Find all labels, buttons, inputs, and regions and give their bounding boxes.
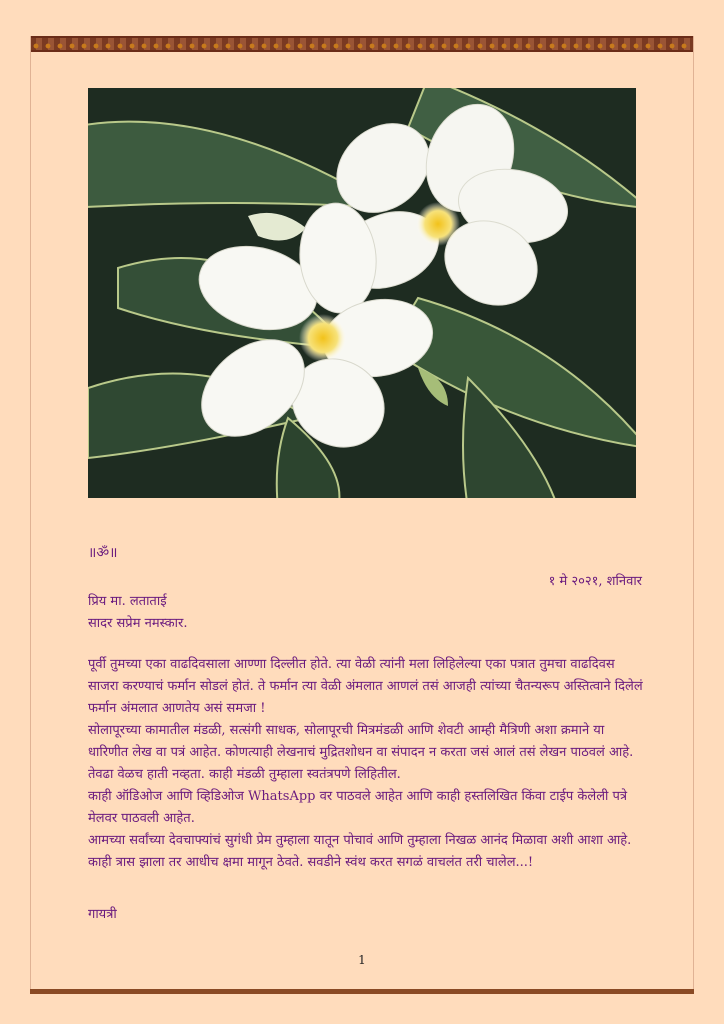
- letter-date: १ मे २०२१, शनिवार: [548, 574, 642, 589]
- decorative-bottom-border: [30, 989, 694, 994]
- plumeria-photo: [88, 88, 636, 498]
- salutation: प्रिय मा. लताताई: [88, 594, 167, 609]
- paragraph-1: पूर्वी तुमच्या एका वाढदिवसाला आण्णा दिल्लीत होते. त्या वेळी त्यांनी मला लिहिलेल्या एका पत्रात तुमचा वाढदिवस साजरा करण्याचं फर्मान सोडलं होतं. ते फर्मान त्या वेळी अंमलात आणलं तसं आजही त्यांच्या चैतन्यरूप अस्तित्वाने दिलेलं फर्मान अंमलात आणतेय असं समजा !: [88, 657, 643, 716]
- paragraph-3: काही ऑडिओज आणि व्हिडिओज WhatsApp वर पाठवले आहेत आणि काही हस्तलिखित किंवा टाईप केलेली पत्रे मेलवर पाठवली आहेत.: [88, 789, 628, 826]
- greeting: सादर सप्रेम नमस्कार.: [88, 616, 188, 631]
- letter-body: [88, 654, 648, 874]
- paragraph-2: सोलापूरच्या कामातील मंडळी, सत्संगी साधक, सोलापूरची मित्रमंडळी आणि शेवटी आम्ही मैत्रिणी अशा क्रमाने या धारिणीत लेख वा पत्रं आहेत. कोणत्याही लेखनाचं मुद्रितशोधन वा संपादन न करता जसं आलं तसं लेखन पाठवलं आहे. तेवढा वेळच हाती नव्हता. काही मंडळी तुम्हाला स्वतंत्रपणे लिहितील.: [88, 723, 634, 782]
- signature: गायत्री: [88, 907, 117, 922]
- invocation-om: ॥ॐ॥: [88, 545, 118, 561]
- page-number: 1: [358, 953, 366, 967]
- paragraph-4: आमच्या सर्वांच्या देवचाफ्यांचं सुगंधी प्रेम तुम्हाला यातून पोचावं आणि तुम्हाला निखळ आनंद मिळावा अशी आशा आहे. काही त्रास झाला तर आधीच क्षमा मागून ठेवते. सवडीने स्वंथ करत सगळं वाचलंत तरी चालेल...!: [88, 833, 632, 870]
- salutation-block: [88, 591, 187, 635]
